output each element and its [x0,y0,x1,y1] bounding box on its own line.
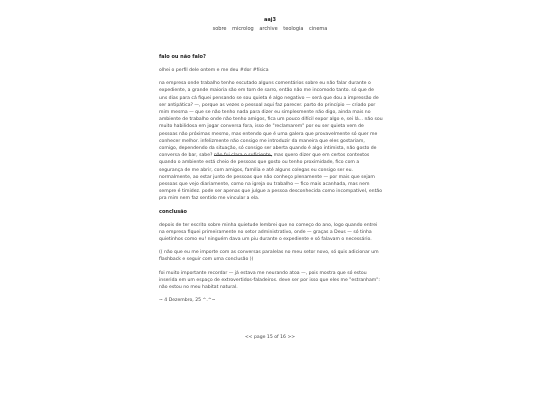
prev-page-link[interactable]: << [244,335,253,340]
post-paragraph: depois de ter escrito sobre minha quietude lembrei que no começo do ano, logo quando entrei na empresa fiquei primeiramente no setor administrativo, onde — graças a Deus — só tinha quietinhos como eu! ninguém dava um piu durante o expediente e só falavam o necessário. [159,222,378,243]
page-indicator: page 15 of 16 [254,335,286,340]
post-paragraph [159,80,383,202]
section-heading: conclusão [159,208,187,215]
strikethrough-text: não fui clara o suficiente, [213,153,273,159]
nav-link-microlog[interactable]: microlog [232,26,254,32]
site-title[interactable]: aaj3 [264,17,276,23]
post-text: mas quero dizer que em certos contextos quando o ambiente está cheio de pessoas que gosto ou tenho proximidade, fico com a segurança de me abrir, com amigos, família e até alguns colegas eu consigo ser eu. normalmente, ao estar junto de pessoas que não conheço plenamente — por mais que sejam pessoas que vejo diariamente, como na igreja ou trabalho — fico mais acanhada, mas nem sempre é timidez. pode ser apenas que julgue a pessoa desconhecida como incompatível, então pra mim nem faz sentido me vincular a ela. [159,153,382,202]
post-text: na empresa onde trabalho tenho escutado alguns comentários sobre eu não falar durante o expediente, a grande maioria são em tom de sarro, então não me incomodo tanto. só que de uns dias para cá fiquei pensando se sou quieta é algo negativo — será que dou a impressão de ser antipática? —, porque as vezes o pessoal aqui faz parecer. parto do princípio — criado por mim mesma — que se não tenho nada para dizer eu simplesmente não digo, ainda mais no ambiente de trabalho onde não tenho amigos, fica um pouco difícil expor algo e, sei lá... não sou muito habilidosa em jogar conversa fora, isso de "reclamarem" por eu ser quieta vem de pessoas não próximas mesmo, mas entendo que é uma galera que provavelmente só quer me conhecer melhor. infelizmente não consigo me introduzir da maneira que eles gostariam, comigo, dependendo da situação, só consigo ser aberta quando é algo intimista, não gosto de conversa de bar, sabe? [159,81,383,159]
post-paragraph: (( não que eu me importe com as conversas paralelas no meu setor novo, só quis adicionar um flashback e seguir com uma conclusão )) [159,250,379,263]
nav-link-cinema[interactable]: cinema [309,26,328,32]
post-paragraph: foi muito importante recordar — já estava me neurando atoa —, pois mostra que só estou inserida em um espaço de extrovertidos-faladeiros. deve ser por isso que eles me "estranham": não estou no meu habitat natural. [159,270,380,291]
post-date: ~ 4 Dezembro, 25 ^.^~ [159,298,216,304]
nav-link-teologia[interactable]: teologia [283,26,304,32]
nav-link-archive[interactable]: archive [259,26,278,32]
blog-post [159,54,383,310]
main-nav [0,26,540,32]
next-page-link[interactable]: >> [287,335,296,340]
post-title: falo ou não falo? [159,54,206,60]
nav-link-sobre[interactable]: sobre [212,26,227,32]
post-paragraph: olhei o perfil dele ontem e me deu #dor #física [159,68,269,73]
pagination [0,335,540,340]
